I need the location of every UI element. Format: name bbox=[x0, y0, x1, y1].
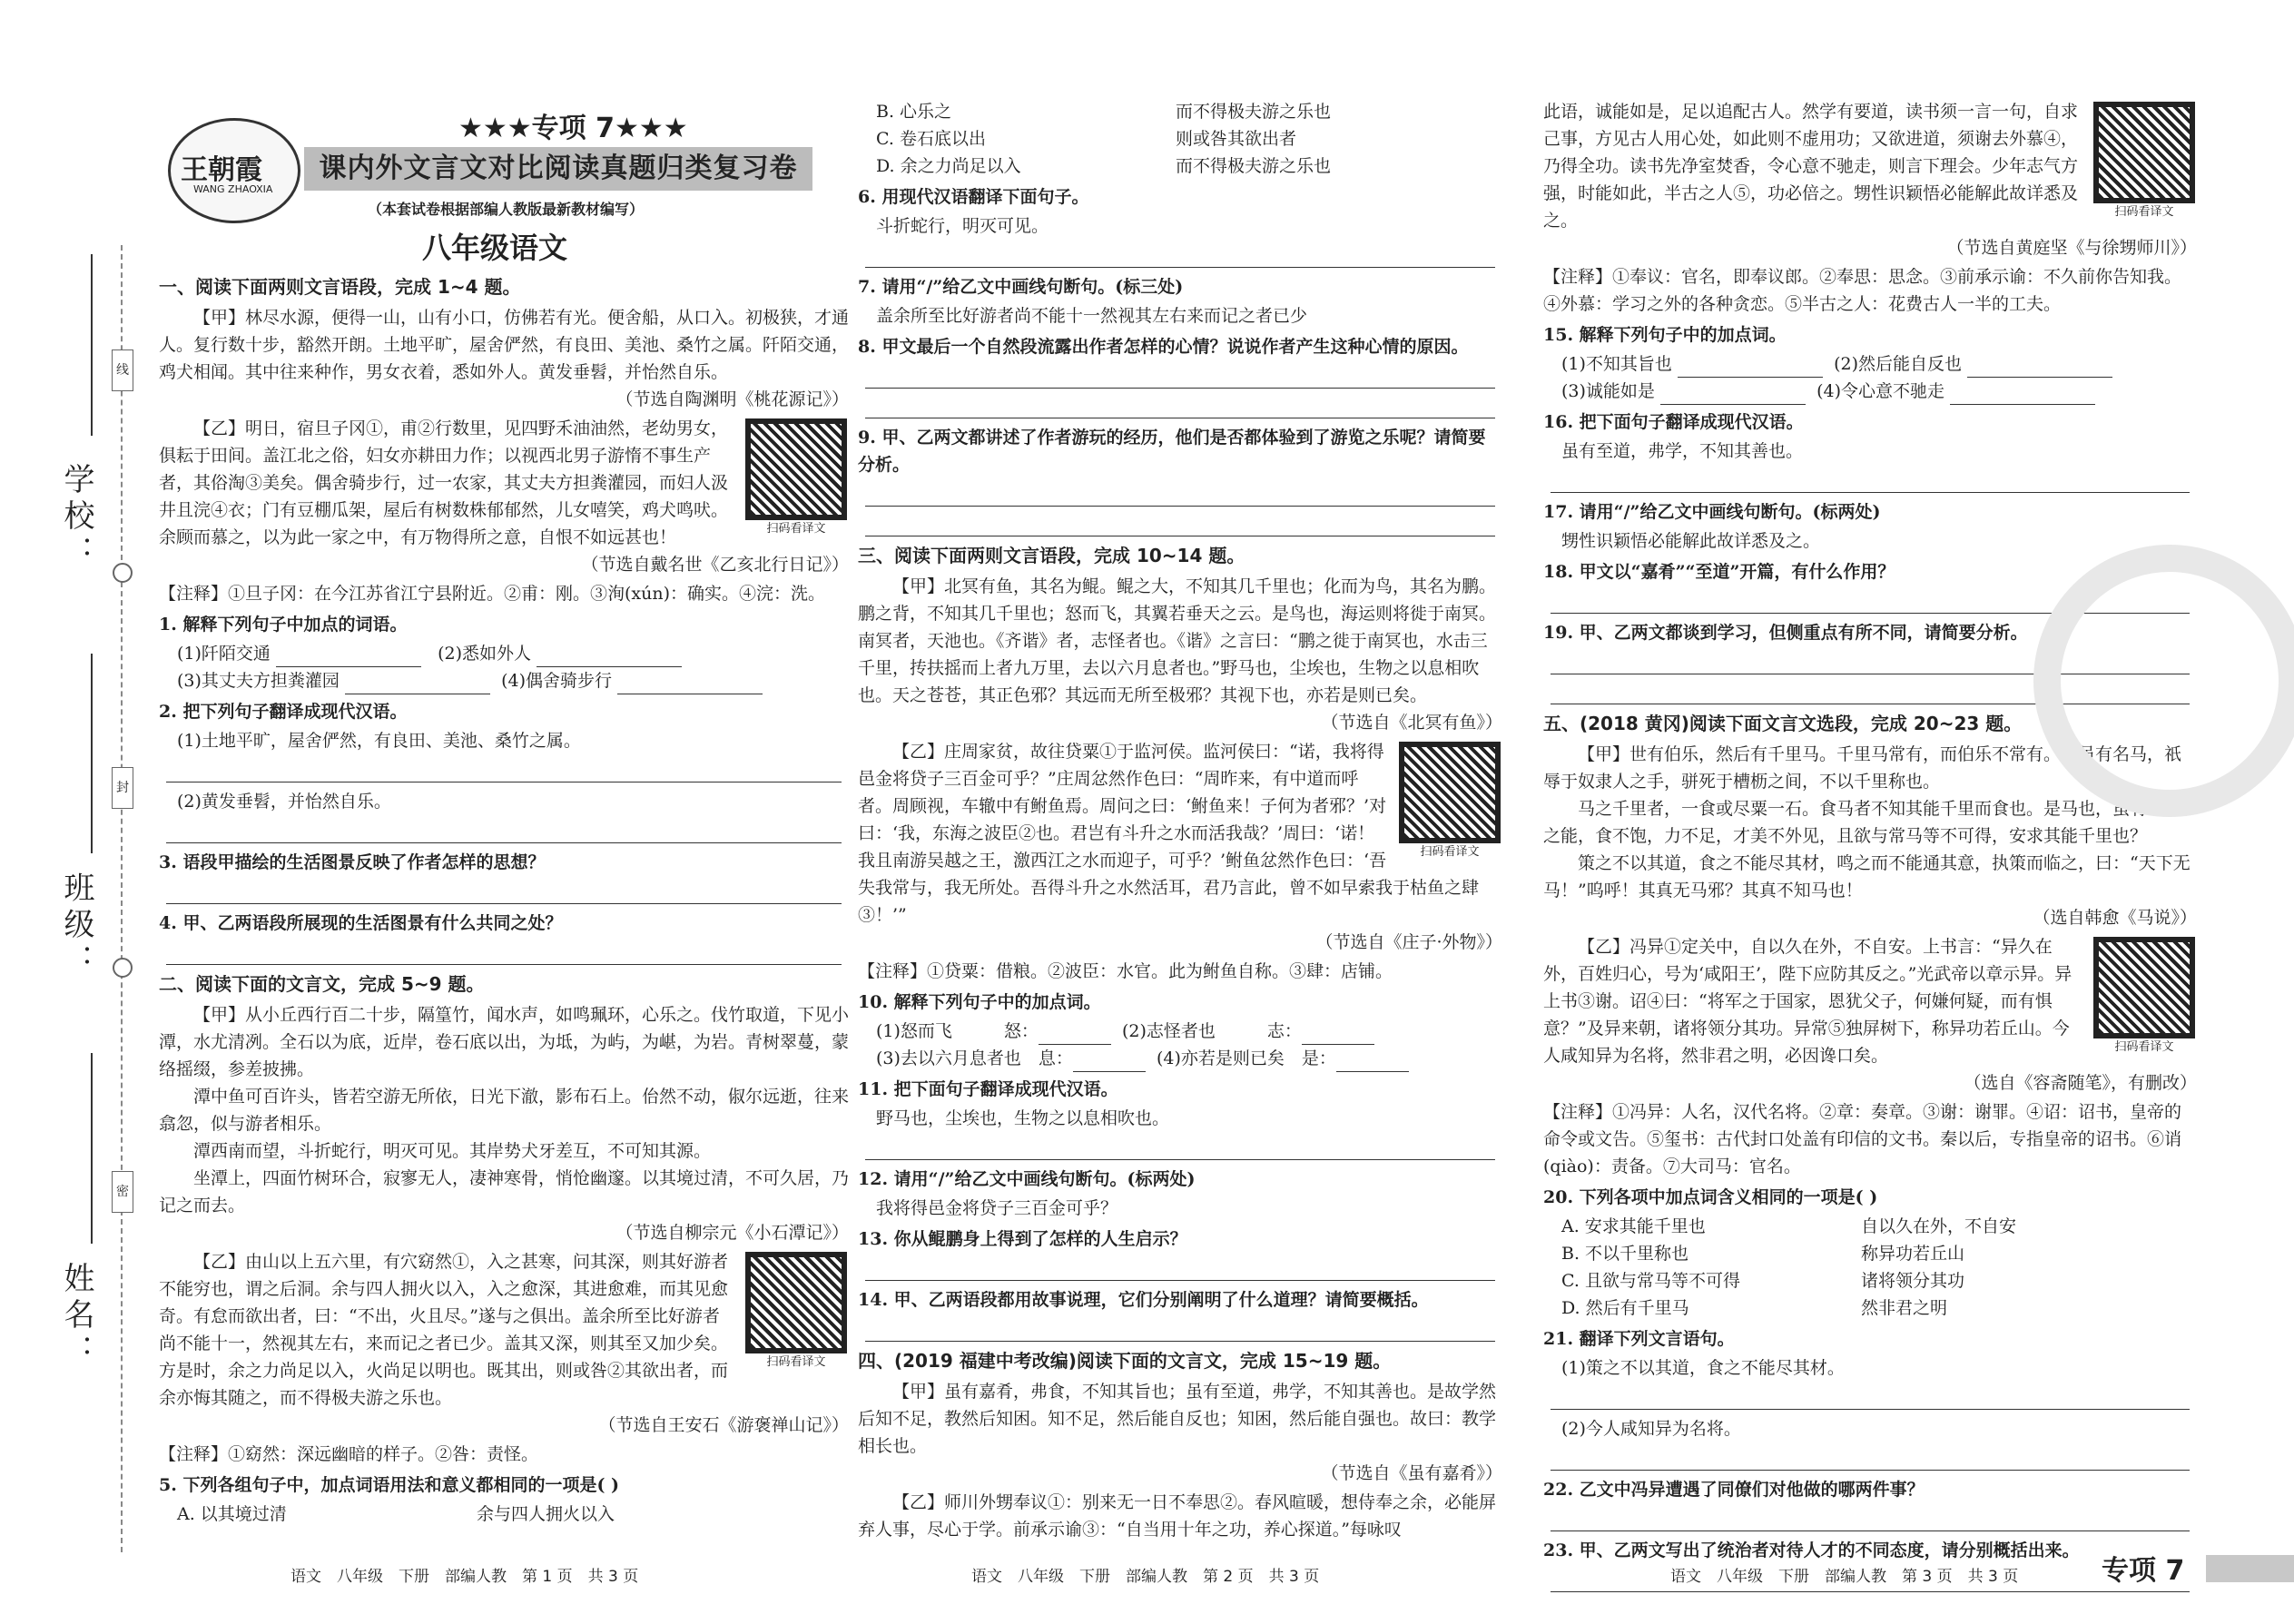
section-5-heading: 五、(2018 黄冈)阅读下面文言文选段，完成 20~23 题。 bbox=[1543, 713, 2023, 734]
passage-jia-2: 潭中鱼可百许头，皆若空游无所依，日光下澈，影布石上。佁然不动，俶尔远逝，往来翕忽，似与游者相乐。 bbox=[159, 1087, 850, 1134]
annotation: 【注释】①贷粟：借粮。②波臣：水官。此为鲋鱼自称。③肆：店铺。 bbox=[858, 961, 1393, 981]
school-label: 学校： bbox=[58, 463, 94, 572]
answer-line[interactable] bbox=[166, 880, 842, 904]
annotation: 【注释】①旦子冈：在今江苏省江宁县附近。②甫：刚。③洵(xún)：确实。④浣：洗。 bbox=[159, 584, 826, 604]
question-12: 12. 请用“/”给乙文中画线句断句。(标两处) bbox=[858, 1169, 1196, 1189]
passage-yi-1: 【乙】明日，宿旦子冈①，甫②行数里，见四野禾油油然，老幼男女，俱耘于田间。盖江北之俗，妇女亦耕田力作；以视西北男子游惰不事生产者，其俗淘③美矣。偶舍骑步行，过一农家，其丈夫方担粪灌园，而妇人汲井且浣④衣；门有豆棚瓜架，屋后有树数株郁郁然，儿女嘻笑，鸡犬鸣吠。余顾而慕之，以为此一家之中，有万物得所之意，自恨不如远甚也！ bbox=[159, 418, 729, 547]
answer-blank[interactable] bbox=[1302, 1026, 1374, 1045]
question-4: 4. 甲、乙两语段所展现的生活图景有什么共同之处？ bbox=[159, 913, 563, 933]
option-left: C. 卷石底以出 bbox=[876, 129, 986, 149]
q10-item: (4)亦若是则已矣 是： bbox=[1157, 1048, 1336, 1068]
q21-a: (1)策之不以其道，食之不能尽其材。 bbox=[1561, 1358, 1845, 1378]
qr-label: 扫码看译文 bbox=[2114, 1040, 2174, 1054]
option-right: 称异功若丘山 bbox=[1861, 1244, 1965, 1264]
name-field[interactable] bbox=[91, 1053, 93, 1244]
answer-blank[interactable] bbox=[1950, 386, 2095, 405]
q20-option-c[interactable] bbox=[1561, 1267, 2197, 1294]
q10-item: (3)去以六月息者也 息： bbox=[876, 1048, 1073, 1068]
answer-line[interactable] bbox=[1551, 1507, 2190, 1531]
q10-item: (2)志怪者也 志： bbox=[1122, 1021, 1302, 1041]
q1-item: (2)悉如外人 bbox=[438, 644, 532, 664]
question-5: 5. 下列各组句子中，加点词语用法和意义都相同的一项是( ) bbox=[159, 1475, 620, 1495]
option-left: B. 不以千里称也 bbox=[1561, 1244, 1689, 1264]
answer-line[interactable] bbox=[865, 512, 1495, 536]
q1-item: (3)其丈夫方担粪灌园 bbox=[177, 671, 340, 691]
qr-icon bbox=[1399, 742, 1501, 843]
passage-source: （节选自黄庭坚《与徐甥师川》） bbox=[1946, 238, 2197, 258]
answer-line[interactable] bbox=[166, 940, 842, 965]
answer-blank[interactable] bbox=[345, 675, 490, 694]
answer-blank[interactable] bbox=[1073, 1053, 1146, 1072]
q20-option-d[interactable] bbox=[1561, 1294, 2197, 1322]
q11-text: 野马也，尘埃也，生物之以息相吹也。 bbox=[876, 1108, 1170, 1128]
passage-source: （节选自陶渊明《桃花源记》） bbox=[615, 389, 849, 409]
answer-blank[interactable] bbox=[276, 648, 421, 667]
question-3: 3. 语段甲描绘的生活图景反映了作者怎样的思想？ bbox=[159, 852, 546, 872]
option-left: C. 且欲与常马等不可得 bbox=[1561, 1271, 1740, 1291]
passage-jia-2: 潭西南而望，斗折蛇行，明灭可见。其岸势犬牙差互，不可知其源。 bbox=[193, 1141, 712, 1161]
answer-line[interactable] bbox=[166, 758, 842, 782]
question-19: 19. 甲、乙两文都谈到学习，但侧重点有所不同，请简要分析。 bbox=[1543, 623, 2028, 643]
q15-item: (3)诚能如是 bbox=[1561, 381, 1655, 401]
option-right: 自以久在外，不自安 bbox=[1861, 1216, 2017, 1236]
qr-icon bbox=[2093, 937, 2195, 1038]
question-18: 18. 甲文以“嘉肴”“至道”开篇，有什么作用？ bbox=[1543, 562, 1895, 582]
passage-jia-4: 【甲】虽有嘉肴，弗食，不知其旨也；虽有至道，弗学，不知其善也。是故学然后知不足，教然后知困。知不足，然后能自反也；知困，然后能自强也。故曰：教学相长也。 bbox=[858, 1382, 1497, 1456]
question-10: 10. 解释下列句子中的加点词。 bbox=[858, 992, 1101, 1012]
cut-mark-feng: 封 bbox=[112, 767, 133, 809]
footer-section-tag: 专项 7 bbox=[2102, 1555, 2185, 1587]
option-right: 诸将领分其功 bbox=[1861, 1271, 1965, 1291]
passage-yi-4: 【乙】师川外甥奉议①：别来无一日不奉思②。春风暄暖，想侍奉之余，必能屏弃人事，尽心于学。前承示谕③：“自当用十年之功，养心探道。”每咏叹 bbox=[858, 1492, 1497, 1540]
paper-header bbox=[159, 100, 849, 281]
answer-line[interactable] bbox=[1551, 1446, 2190, 1471]
annotation: 【注释】①奉议：官名，即奉议郎。②奉思：思念。③前承示谕：不久前你告知我。④外慕：学习之外的各种贪恋。⑤半古之人：花费古人一半的工夫。 bbox=[1543, 267, 2182, 314]
binding-hole bbox=[113, 958, 133, 978]
school-field[interactable] bbox=[91, 254, 93, 436]
column-1 bbox=[159, 268, 849, 1528]
annotation: 【注释】①窈然：深远幽暗的样子。②咎：责怪。 bbox=[159, 1444, 539, 1464]
column-2 bbox=[858, 98, 1502, 1543]
q15-item: (2)然后能自反也 bbox=[1834, 354, 1962, 374]
cut-mark-mi: 密 bbox=[112, 1171, 133, 1213]
option-left: A. 以其境过清 bbox=[177, 1504, 287, 1524]
option-right: 则或咎其欲出者 bbox=[1176, 129, 1297, 149]
option-left: D. 然后有千里马 bbox=[1561, 1298, 1689, 1318]
qr-code[interactable] bbox=[1397, 742, 1502, 860]
answer-blank[interactable] bbox=[617, 675, 763, 694]
answer-blank[interactable] bbox=[1967, 359, 2112, 378]
question-22: 22. 乙文中冯异遭遇了同僚们对他做的哪两件事？ bbox=[1543, 1480, 1925, 1500]
passage-jia-2: 坐潭上，四面竹树环合，寂寥无人，凄神寒骨，悄怆幽邃。以其境过清，不可久居，乃记之而去。 bbox=[159, 1168, 850, 1216]
q5-option-c[interactable] bbox=[876, 125, 1502, 153]
section-4-heading: 四、(2019 福建中考改编)阅读下面的文言文，完成 15~19 题。 bbox=[858, 1350, 1392, 1372]
qr-label: 扫码看译文 bbox=[766, 1355, 826, 1369]
question-17: 17. 请用“/”给乙文中画线句断句。(标两处) bbox=[1543, 502, 1881, 522]
question-2: 2. 把下列句子翻译成现代汉语。 bbox=[159, 702, 408, 722]
logo-subtitle: WANG ZHAOXIA bbox=[193, 183, 273, 195]
binding-margin bbox=[0, 0, 159, 1624]
passage-jia-5: 【甲】世有伯乐，然后有千里马。千里马常有，而伯乐不常有。故虽有名马，祇辱于奴隶人之手，骈死于槽枥之间，不以千里称也。 bbox=[1543, 744, 2182, 792]
passage-jia-5: 马之千里者，一食或尽粟一石。食马者不知其能千里而食也。是马也，虽有千里之能，食不饱，力不足，才美不外见，且欲与常马等不可得，安求其能千里也？ bbox=[1543, 799, 2182, 846]
logo-name: 王朝霞 bbox=[181, 154, 262, 186]
cut-line bbox=[121, 245, 123, 1552]
class-label: 班级： bbox=[58, 871, 94, 980]
section-2-heading: 二、阅读下面的文言文，完成 5~9 题。 bbox=[159, 973, 485, 995]
q20-option-b[interactable] bbox=[1561, 1240, 2197, 1267]
option-right: 余与四人拥火以入 bbox=[477, 1504, 615, 1524]
question-23: 23. 甲、乙两文写出了统治者对待人才的不同态度，请分别概括出来。 bbox=[1543, 1540, 2080, 1560]
option-left: A. 安求其能千里也 bbox=[1561, 1216, 1706, 1236]
q5-option-b[interactable] bbox=[876, 98, 1502, 125]
q5-option-d[interactable] bbox=[876, 153, 1502, 180]
watermark-seal bbox=[2033, 545, 2294, 817]
passage-jia-1: 【甲】林尽水源，便得一山，山有小口，仿佛若有光。便舍船，从口入。初极狭，才通人。复行数十步，豁然开朗。土地平旷，屋舍俨然，有良田、美池、桑竹之属。阡陌交通，鸡犬相闻。其中往来种作，男女衣着，悉如外人。黄发垂髫，并怡然自乐。 bbox=[159, 308, 850, 382]
answer-blank[interactable] bbox=[1678, 359, 1823, 378]
section-tag: ★★★专项 7★★★ bbox=[458, 113, 688, 144]
section-3-heading: 三、阅读下面两则文言语段，完成 10~14 题。 bbox=[858, 545, 1245, 566]
answer-line[interactable] bbox=[865, 394, 1495, 418]
question-9: 9. 甲、乙两文都讲述了作者游玩的经历，他们是否都体验到了游览之乐呢？请简要分析。 bbox=[858, 428, 1486, 475]
option-left: B. 心乐之 bbox=[876, 102, 952, 122]
question-8: 8. 甲文最后一个自然段流露出作者怎样的心情？说说作者产生这种心情的原因。 bbox=[858, 337, 1469, 357]
passage-yi-5: 【乙】冯异①定关中，自以久在外，不自安。上书言：“异久在外，百姓归心，号为‘咸阳王’，陛下应防其反之。”光武帝以章示异。异上书③谢。诏④曰：“将军之于国家，恩犹父子，何嫌何疑，而有惧意？”及异来朝，诸将领分其功。异常⑤独屏树下，称异功若丘山。今人咸知异为名将，然非君之明，必因谗口矣。 bbox=[1543, 937, 2072, 1066]
qr-code[interactable] bbox=[743, 418, 849, 536]
passage-yi-2: 【乙】由山以上五六里，有穴窈然①，入之甚寒，问其深，则其好游者不能穷也，谓之后洞。余与四人拥火以入，入之愈深，其进愈难，而其见愈奇。有怠而欲出者，曰：“不出，火且尽。”遂与之俱出。盖余所至比好游者尚不能十一，然视其左右，来而记之者已少。盖其又深，则其至又加少矣。方是时，余之力尚足以入，火尚足以明也。既其出，则或咎②其欲出者，而余亦悔其随之，而不得极夫游之乐也。 bbox=[159, 1252, 729, 1408]
q15-item: (4)令心意不驰走 bbox=[1816, 381, 1944, 401]
grade-subject: 八年级语文 bbox=[422, 231, 568, 265]
qr-icon bbox=[745, 418, 847, 520]
page-footer-2: 语文 八年级 下册 部编人教 第 2 页 共 3 页 bbox=[971, 1568, 1320, 1586]
passage-source: （节选自柳宗元《小石潭记》） bbox=[615, 1223, 849, 1243]
q1-item: (1)阡陌交通 bbox=[177, 644, 271, 664]
section-1-heading: 一、阅读下面两则文言语段，完成 1~4 题。 bbox=[159, 276, 521, 298]
qr-label: 扫码看译文 bbox=[766, 522, 826, 536]
qr-icon bbox=[2093, 102, 2195, 203]
question-14: 14. 甲、乙两语段都用故事说理，它们分别阐明了什么道理？请简要概括。 bbox=[858, 1290, 1429, 1310]
question-16: 16. 把下面句子翻译成现代汉语。 bbox=[1543, 412, 1804, 432]
edition-note: （本套试卷根据部编人教版最新教材编写） bbox=[368, 201, 645, 218]
q1-items bbox=[177, 640, 849, 694]
cut-mark-xian: 线 bbox=[112, 349, 133, 391]
q15-items bbox=[1561, 350, 2197, 405]
qr-icon bbox=[745, 1252, 847, 1353]
answer-line[interactable] bbox=[1551, 468, 2190, 493]
passage-source: （节选自王安石《游褒禅山记》） bbox=[598, 1415, 849, 1435]
option-left: D. 余之力尚足以入 bbox=[876, 156, 1021, 176]
answer-blank[interactable] bbox=[1336, 1053, 1409, 1072]
passage-yi-3: 【乙】庄周家贫，故往贷粟①于监河侯。监河侯曰：“诺，我将得邑金将贷子三百金可乎？”庄周忿然作色曰：“周昨来，有中道而呼者。周顾视，车辙中有鲋鱼焉。周问之曰：‘鲋鱼来！子何为者邪？’对曰：‘我，东海之波臣②也。君岂有斗升之水而活我哉？’周曰：‘诺！我且南游吴越之王，激西江之水而迎子，可乎？’鲋鱼忿然作色曰：‘吾失我常与，我无所处。吾得斗升之水然活耳，君乃言此，曾不如早索我于枯鱼之肆③！’” bbox=[858, 742, 1480, 925]
question-15: 15. 解释下列句子中的加点词。 bbox=[1543, 325, 1787, 345]
page-footer-1: 语文 八年级 下册 部编人教 第 1 页 共 3 页 bbox=[290, 1568, 639, 1586]
passage-jia-5: 策之不以其道，食之不能尽其材，鸣之而不能通其意，执策而临之，曰：“天下无马！”呜呼！其真无马邪？其真不知马也！ bbox=[1543, 853, 2191, 901]
answer-line[interactable] bbox=[865, 364, 1495, 389]
column-3 bbox=[1543, 98, 2197, 1598]
answer-line[interactable] bbox=[865, 1317, 1495, 1342]
page-footer-3: 语文 八年级 下册 部编人教 第 3 页 共 3 页 bbox=[1670, 1568, 2019, 1586]
q21-b: (2)今人咸知异为名将。 bbox=[1561, 1419, 1741, 1439]
option-right: 而不得极夫游之乐也 bbox=[1176, 156, 1332, 176]
answer-blank[interactable] bbox=[1660, 386, 1806, 405]
class-field[interactable] bbox=[91, 654, 93, 853]
passage-source: （节选自《北冥有鱼》） bbox=[1321, 713, 1502, 733]
q2-b: (2)黄发垂髫，并怡然自乐。 bbox=[177, 792, 391, 812]
passage-source: （节选自戴名世《乙亥北行日记》） bbox=[581, 555, 849, 575]
q2-a: (1)土地平旷，屋舍俨然，有良田、美池、桑竹之属。 bbox=[177, 731, 581, 751]
paper-title: 课内外文言文对比阅读真题归类复习卷 bbox=[304, 147, 812, 191]
passage-source: （选自韩愈《马说》） bbox=[2033, 908, 2197, 928]
name-label: 姓名： bbox=[58, 1262, 94, 1371]
answer-line[interactable] bbox=[1551, 1385, 2190, 1410]
q12-text: 我将得邑金将贷子三百金可乎？ bbox=[876, 1198, 1118, 1218]
answer-line[interactable] bbox=[865, 482, 1495, 507]
answer-blank[interactable] bbox=[1039, 1026, 1111, 1045]
option-right: 而不得极夫游之乐也 bbox=[1176, 102, 1332, 122]
question-20: 20. 下列各项中加点词含义相同的一项是( ) bbox=[1543, 1187, 1878, 1207]
question-13: 13. 你从鲲鹏身上得到了怎样的人生启示？ bbox=[858, 1229, 1187, 1249]
passage-yi-4-cont: 此语，诚能如是，足以追配古人。然学有要道，读书须一言一句，自求己事，方见古人用心处，如此则不虚用功；又欲进道，须谢去外慕④，乃得全功。读书先净室焚香，令心意不驰走，则言下理会。少年志气方强，时能如此，半古之人⑤，功必倍之。甥性识颖悟必能解此故详悉及之。 bbox=[1543, 102, 2079, 231]
q10-items bbox=[876, 1018, 1502, 1072]
passage-source: （节选自《虽有嘉肴》） bbox=[1321, 1463, 1502, 1483]
answer-line[interactable] bbox=[865, 1256, 1495, 1281]
passage-source: （选自《容斋随笔》，有删改） bbox=[1964, 1073, 2197, 1093]
q20-option-a[interactable] bbox=[1561, 1213, 2197, 1240]
question-6: 6. 用现代汉语翻译下面句子。 bbox=[858, 187, 1089, 207]
q6-text: 斗折蛇行，明灭可见。 bbox=[876, 216, 1049, 236]
passage-jia-2: 【甲】从小丘西行百二十步，隔篁竹，闻水声，如鸣珮环，心乐之。伐竹取道，下见小潭，水尤清冽。全石以为底，近岸，卷石底以出，为坻，为屿，为嵁，为岩。青树翠蔓，蒙络摇缀，参差披拂。 bbox=[159, 1005, 850, 1079]
q15-item: (1)不知其旨也 bbox=[1561, 354, 1672, 374]
passage-jia-3: 【甲】北冥有鱼，其名为鲲。鲲之大，不知其几千里也；化而为鸟，其名为鹏。鹏之背，不知其几千里也；怒而飞，其翼若垂天之云。是鸟也，海运则将徙于南冥。南冥者，天池也。《齐谐》者，志怪者也。《谐》之言曰：“鹏之徙于南冥也，水击三千里，抟扶摇而上者九万里，去以六月息者也。”野马也，尘埃也，生物之以息相吹也。天之苍苍，其正色邪？其远而无所至极邪？其视下也，亦若是则已矣。 bbox=[858, 576, 1497, 705]
brand-logo bbox=[159, 100, 313, 236]
question-7: 7. 请用“/”给乙文中画线句断句。(标三处) bbox=[858, 277, 1184, 297]
qr-code[interactable] bbox=[743, 1252, 849, 1370]
q10-item: (1)怒而飞 怒： bbox=[876, 1021, 1039, 1041]
binding-hole bbox=[113, 563, 133, 583]
footer-bar bbox=[2206, 1555, 2294, 1582]
answer-blank[interactable] bbox=[537, 648, 682, 667]
q16-text: 虽有至道，弗学，不知其善也。 bbox=[1561, 441, 1804, 461]
q1-item: (4)偶舍骑步行 bbox=[501, 671, 612, 691]
option-right: 然非君之明 bbox=[1861, 1298, 1948, 1318]
question-21: 21. 翻译下列文言语句。 bbox=[1543, 1329, 1735, 1349]
qr-code[interactable] bbox=[2092, 102, 2197, 220]
answer-line[interactable] bbox=[166, 819, 842, 843]
answer-line[interactable] bbox=[865, 1136, 1495, 1160]
question-1: 1. 解释下列句子中加点的词语。 bbox=[159, 615, 408, 635]
q17-text: 甥性识颖悟必能解此故详悉及之。 bbox=[1561, 531, 1821, 551]
qr-label: 扫码看译文 bbox=[1420, 845, 1480, 859]
q5-option-a[interactable] bbox=[177, 1501, 849, 1528]
q7-text: 盖余所至比好游者尚不能十一然视其左右来而记之者已少 bbox=[876, 306, 1308, 326]
question-11: 11. 把下面句子翻译成现代汉语。 bbox=[858, 1079, 1118, 1099]
annotation: 【注释】①冯异：人名，汉代名将。②章：奏章。③谢：谢罪。④诏：诏书，皇帝的命令或文告。⑤玺书：古代封口处盖有印信的文书。秦以后，专指皇帝的诏书。⑥诮(qiào)：责备。⑦大司马：官名。 bbox=[1543, 1102, 2182, 1176]
qr-label: 扫码看译文 bbox=[2114, 205, 2174, 219]
qr-code[interactable] bbox=[2092, 937, 2197, 1055]
answer-line[interactable] bbox=[865, 243, 1495, 268]
passage-source: （节选自《庄子·外物》） bbox=[1315, 932, 1502, 952]
